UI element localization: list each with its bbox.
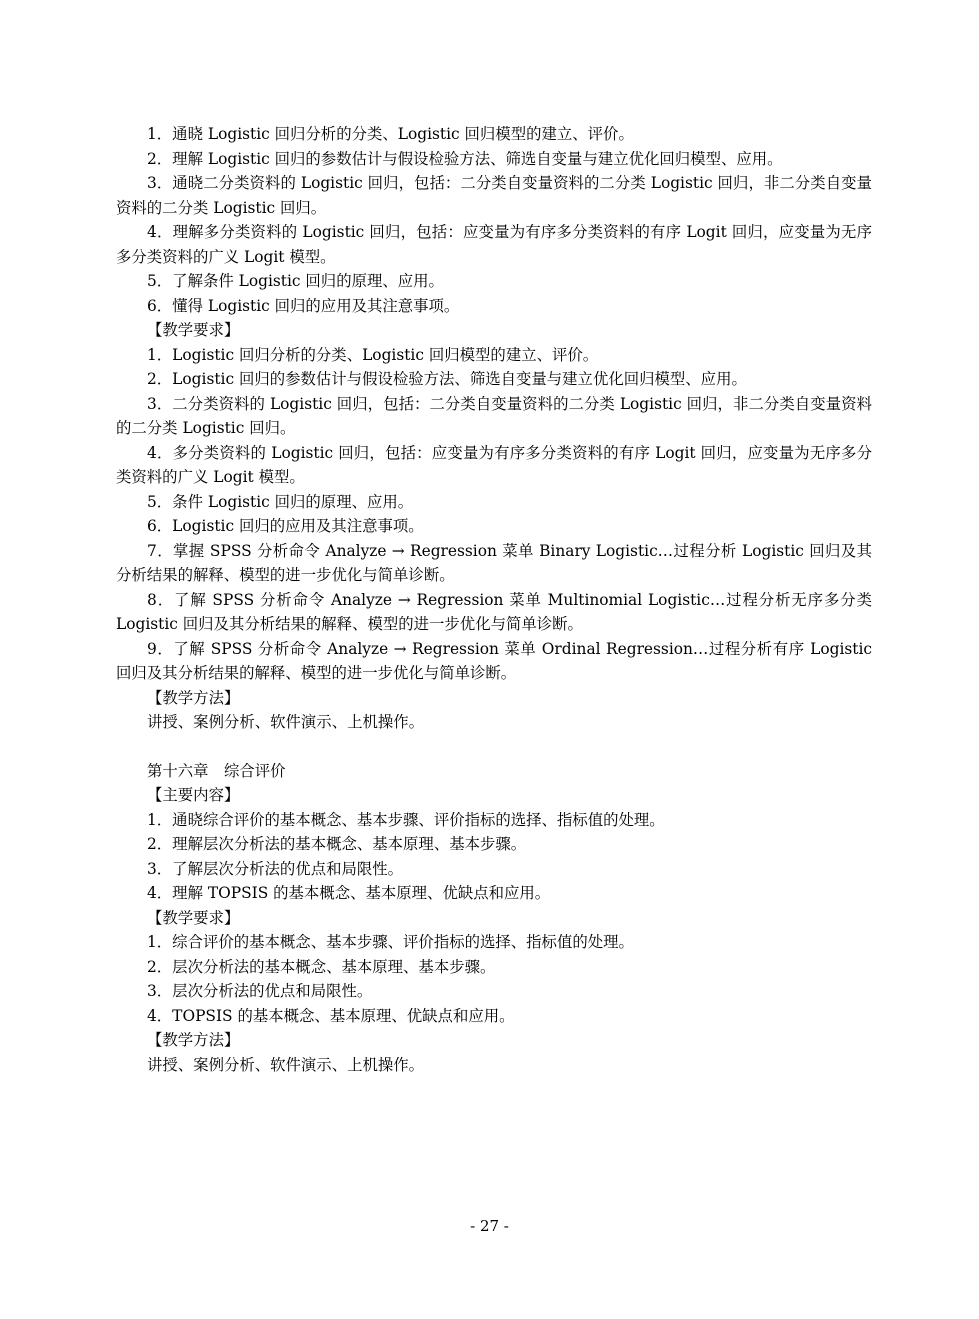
list-item: 5．条件 Logistic 回归的原理、应用。 [147, 492, 414, 511]
list-item: 7．掌握 SPSS 分析命令 Analyze → Regression 菜单 Binary Logistic…过程分析 Logistic 回归及其分析结果的解释、模型的进一步优化与简单诊断。 [116, 541, 872, 584]
list-item: 4．TOPSIS 的基本概念、基本原理、优缺点和应用。 [147, 1006, 515, 1025]
list-item: 2．层次分析法的基本概念、基本原理、基本步骤。 [147, 957, 496, 976]
list-item: 4．多分类资料的 Logistic 回归，包括：应变量为有序多分类资料的有序 Logit 回归，应变量为无序多分类资料的广义 Logit 模型。 [116, 443, 872, 486]
list-item: 4．理解多分类资料的 Logistic 回归，包括：应变量为有序多分类资料的有序 Logit 回归，应变量为无序多分类资料的广义 Logit 模型。 [116, 223, 872, 266]
page-content [116, 122, 872, 1077]
section-heading-teaching-requirements: 【教学要求】 [147, 321, 240, 339]
list-item: 1．通晓综合评价的基本概念、基本步骤、评价指标的选择、指标值的处理。 [147, 810, 665, 829]
chapter-title: 第十六章 综合评价 [147, 761, 286, 780]
list-item: 8．了解 SPSS 分析命令 Analyze → Regression 菜单 Multinomial Logistic…过程分析无序多分类 Logistic 回归及其分析结果的解释、模型的进一步优化与简单诊断。 [116, 590, 872, 633]
list-item: 1．综合评价的基本概念、基本步骤、评价指标的选择、指标值的处理。 [147, 933, 634, 951]
section-heading-main-content: 【主要内容】 [147, 786, 240, 804]
section-spacer [116, 735, 872, 759]
list-item: 3．通晓二分类资料的 Logistic 回归，包括：二分类自变量资料的二分类 Logistic 回归，非二分类自变量资料的二分类 Logistic 回归。 [116, 174, 872, 217]
list-item: 4．理解 TOPSIS 的基本概念、基本原理、优缺点和应用。 [147, 884, 551, 902]
list-item: 1．Logistic 回归分析的分类、Logistic 回归模型的建立、评价。 [147, 345, 599, 364]
list-item: 6．懂得 Logistic 回归的应用及其注意事项。 [147, 296, 460, 315]
list-item: 1．通晓 Logistic 回归分析的分类、Logistic 回归模型的建立、评价。 [147, 125, 634, 143]
list-item: 6．Logistic 回归的应用及其注意事项。 [147, 517, 424, 535]
section-heading-teaching-requirements: 【教学要求】 [147, 908, 240, 927]
page-number: - 27 - [470, 1217, 509, 1235]
list-item: 2．理解层次分析法的基本概念、基本原理、基本步骤。 [147, 835, 527, 853]
list-item: 2．Logistic 回归的参数估计与假设检验方法、筛选自变量与建立优化回归模型、应用。 [147, 370, 747, 388]
list-item: 3．二分类资料的 Logistic 回归，包括：二分类自变量资料的二分类 Logistic 回归，非二分类自变量资料的二分类 Logistic 回归。 [116, 394, 872, 437]
list-item: 2．理解 Logistic 回归的参数估计与假设检验方法、筛选自变量与建立优化回归模型、应用。 [147, 149, 783, 168]
list-item: 3．了解层次分析法的优点和局限性。 [147, 859, 404, 878]
list-item: 5．了解条件 Logistic 回归的原理、应用。 [147, 272, 444, 290]
teaching-methods-text: 讲授、案例分析、软件演示、上机操作。 [147, 713, 425, 731]
section-heading-teaching-methods: 【教学方法】 [147, 1031, 240, 1049]
teaching-methods-text: 讲授、案例分析、软件演示、上机操作。 [147, 1055, 425, 1074]
section-heading-teaching-methods: 【教学方法】 [147, 688, 240, 707]
list-item: 9．了解 SPSS 分析命令 Analyze → Regression 菜单 Ordinal Regression…过程分析有序 Logistic 回归及其分析结果的解释、模型的进一步优化与简单诊断。 [116, 639, 872, 682]
list-item: 3．层次分析法的优点和局限性。 [147, 982, 373, 1000]
